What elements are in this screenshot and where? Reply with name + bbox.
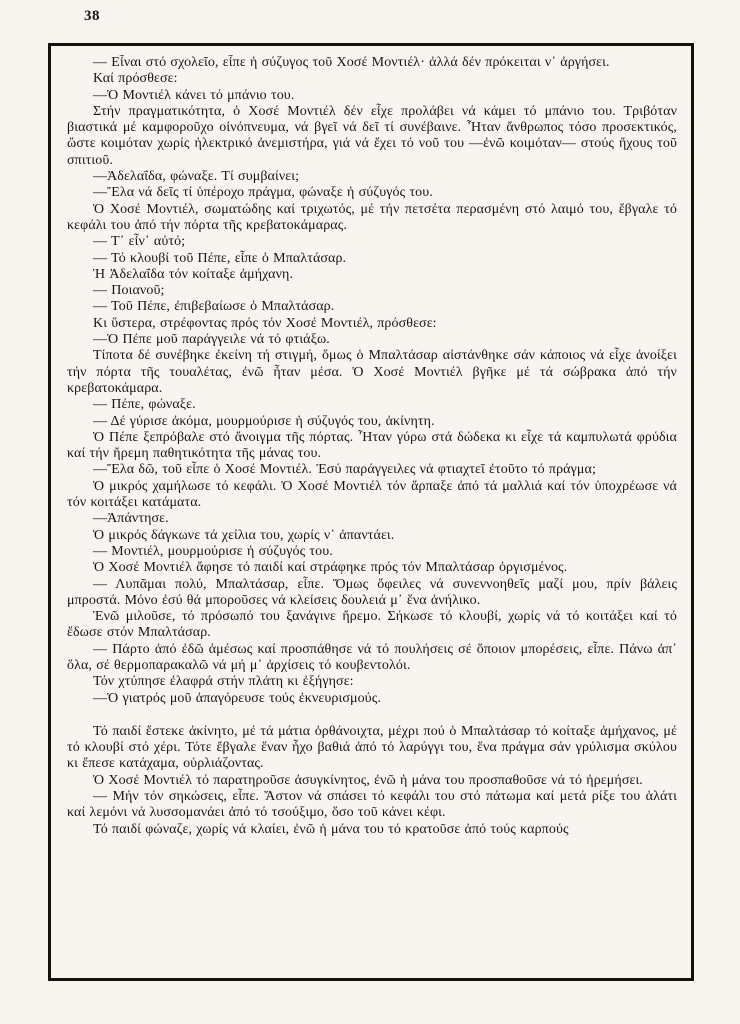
paragraph: — Τό κλουβί τοῦ Πέπε, εἶπε ὁ Μπαλτάσαρ. [93,250,347,266]
page-number: 38 [84,8,100,24]
paragraph: —Ἀδελαΐδα, φώναξε. Τί συμβαίνει; [93,169,300,185]
text-block [67,55,677,970]
paragraph: — Μοντιέλ, μουρμούρισε ἡ σύζυγός του. [93,543,333,559]
paragraph: — Τ᾽ εἶν᾽ αὐτό; [93,234,186,250]
paragraph: Ἡ Ἀδελαΐδα τόν κοίταξε ἀμήχανη. [93,266,294,282]
paragraph: —Ὁ γιατρός μοῦ ἀπαγόρευσε τούς ἐκνευρισμούς. [93,690,381,706]
paragraph: —Ὁ Μοντιέλ κάνει τό μπάνιο του. [93,87,295,103]
paragraph: —Ἔλα δῶ, τοῦ εἶπε ὁ Χοσέ Μοντιέλ. Ἐσύ παράγγειλες νά φτιαχτεῖ ἐτοῦτο τό πράγμα; [93,462,596,478]
paragraph: Ὁ Χοσέ Μοντιέλ ἄφησε τό παιδί καί στράφηκε πρός τόν Μπαλτάσαρ ὀργισμένος. [93,560,568,576]
paragraph: Ἐνῶ μιλοῦσε, τό πρόσωπό του ξανάγινε ἤρεμο. Σήκωσε τό κλουβί, χωρίς νά τό κοιτάξει καί τό ἔδωσε στόν Μπαλτάσαρ. [67,609,677,641]
paragraph: Τό παιδί φώναζε, χωρίς νά κλαίει, ἐνῶ ἡ μάνα του τό κρατοῦσε ἀπό τούς καρπούς [93,821,569,837]
paragraph: Ὁ μικρός δάγκωνε τά χείλια του, χωρίς ν᾽ ἀπαντάει. [93,527,395,543]
paragraph: Τόν χτύπησε ἐλαφρά στήν πλάτη κι ἐξήγησε: [93,674,354,690]
paragraph: — Λυπᾶμαι πολύ, Μπαλτάσαρ, εἶπε. Ὅμως ὄφειλες νά συνεννοηθεῖς μαζί μου, πρίν βάλεις μπροστά. Μόνο ἐσύ θά μποροῦσες νά κλείσεις δουλειά μ᾽ ἕνα ἀνήλικο. [67,576,677,608]
paragraph: Ὁ Χοσέ Μοντιέλ, σωματώδης καί τριχωτός, μέ τήν πετσέτα περασμένη στό λαιμό του, ἔβγαλε τό κεφάλι του ἀπό τήν πόρτα τῆς κρεβατοκάμαρας. [67,201,677,233]
paragraph: Κι ὕστερα, στρέφοντας πρός τόν Χοσέ Μοντιέλ, πρόσθεσε: [93,315,437,331]
paragraph: Τό παιδί ἔστεκε ἀκίνητο, μέ τά μάτια ὀρθάνοιχτα, μέχρι πού ὁ Μπαλτάσαρ τό κοίταξε ἀμήχανος, μέ τό κλουβί στό χέρι. Τότε ἔβγαλε ἕναν ἦχο βαθιά ἀπό τό λαρύγγι του, ἕνα πράγμα σάν γρύλισμα σκύλου κι ἔπεσε κατάχαμα, οὐρλιάζοντας. [67,723,677,772]
paragraph: Καί πρόσθεσε: [93,71,178,87]
paragraph: — Πάρτο ἀπό ἐδῶ ἀμέσως καί προσπάθησε νά τό πουλήσεις σέ ὅποιον μπορέσεις, εἶπε. Πάνω ἀπ᾽ ὅλα, σέ θερμοπαρακαλῶ νά μή μ᾽ ἀρχίσεις τό κουβεντολόι. [67,641,677,673]
paragraph: — Ποιανοῦ; [93,283,165,299]
paragraph: Ὁ μικρός χαμήλωσε τό κεφάλι. Ὁ Χοσέ Μοντιέλ τόν ἅρπαξε ἀπό τά μαλλιά καί τόν ὑποχρέωσε νά τόν κοιτάξει κατάματα. [67,478,677,511]
paragraph: —Ὁ Πέπε μοῦ παράγγειλε νά τό φτιάξω. [93,332,330,348]
paragraph: — Εἶναι στό σχολεῖο, εἶπε ἡ σύζυγος τοῦ Χοσέ Μοντιέλ· ἀλλά δέν πρόκειται ν᾽ ἀργήσει. [93,55,610,70]
paragraph: — Τοῦ Πέπε, ἐπιβεβαίωσε ὁ Μπαλτάσαρ. [93,299,335,315]
paragraph: Ὁ Χοσέ Μοντιέλ τό παρατηροῦσε ἀσυγκίνητος, ἐνῶ ἡ μάνα του προσπαθοῦσε νά τό ἠρεμήσει. [93,772,643,788]
paragraph: Στήν πραγματικότητα, ὁ Χοσέ Μοντιέλ δέν εἶχε προλάβει νά κάμει τό μπάνιο του. Τριβόταν βιαστικά μέ καμφοροῦχο οἰνόπνευμα, νά βγεῖ νά δεῖ τί συνέβαινε. Ἦταν ἄνθρωπος τόσο προσεκτικός, ὥστε κοιμόταν χωρίς ἠλεκτρικό ἀνεμιστήρα, γιά νά ἔχει τό νοῦ του —ἐνῶ κοιμόταν— στούς ἤχους τοῦ σπιτιοῦ. [67,103,677,168]
paragraph: — Πέπε, φώναξε. [93,397,196,413]
paragraph: Ὁ Πέπε ξεπρόβαλε στό ἄνοιγμα τῆς πόρτας. Ἦταν γύρω στά δώδεκα κι εἶχε τά καμπυλωτά φρύδια καί τήν ἤρεμη παθητικότητα τῆς μάνας του. [67,429,677,462]
paragraph: —Ἔλα νά δεῖς τί ὑπέροχο πράγμα, φώναξε ἡ σύζυγός του. [93,185,433,201]
paragraph: Τίποτα δέ συνέβηκε ἐκείνη τή στιγμή, ὅμως ὁ Μπαλτάσαρ αἰστάνθηκε σάν κάποιος νά εἶχε ἀνοίξει τήν πόρτα τῆς τουαλέτας, ἐνῶ ἦταν μέσα. Ὁ Χοσέ Μοντιέλ βγῆκε μέ τά σώβρακα ἀπό τήν κρεβατοκάμαρα. [67,348,677,396]
paragraph: — Δέ γύρισε ἀκόμα, μουρμούρισε ἡ σύζυγός του, ἀκίνητη. [93,413,435,429]
paragraph: —Ἀπάντησε. [93,511,169,527]
text-frame [48,43,694,981]
paragraph: — Μήν τόν σηκώσεις, εἶπε. Ἄστον νά σπάσει τό κεφάλι του στό πάτωμα καί μετά ρίξε του ἁλάτι καί λεμόνι νά λυσσομανάει ἀπό τό τσούξιμο, ὅσο τοῦ κάνει κέφι. [67,789,677,821]
